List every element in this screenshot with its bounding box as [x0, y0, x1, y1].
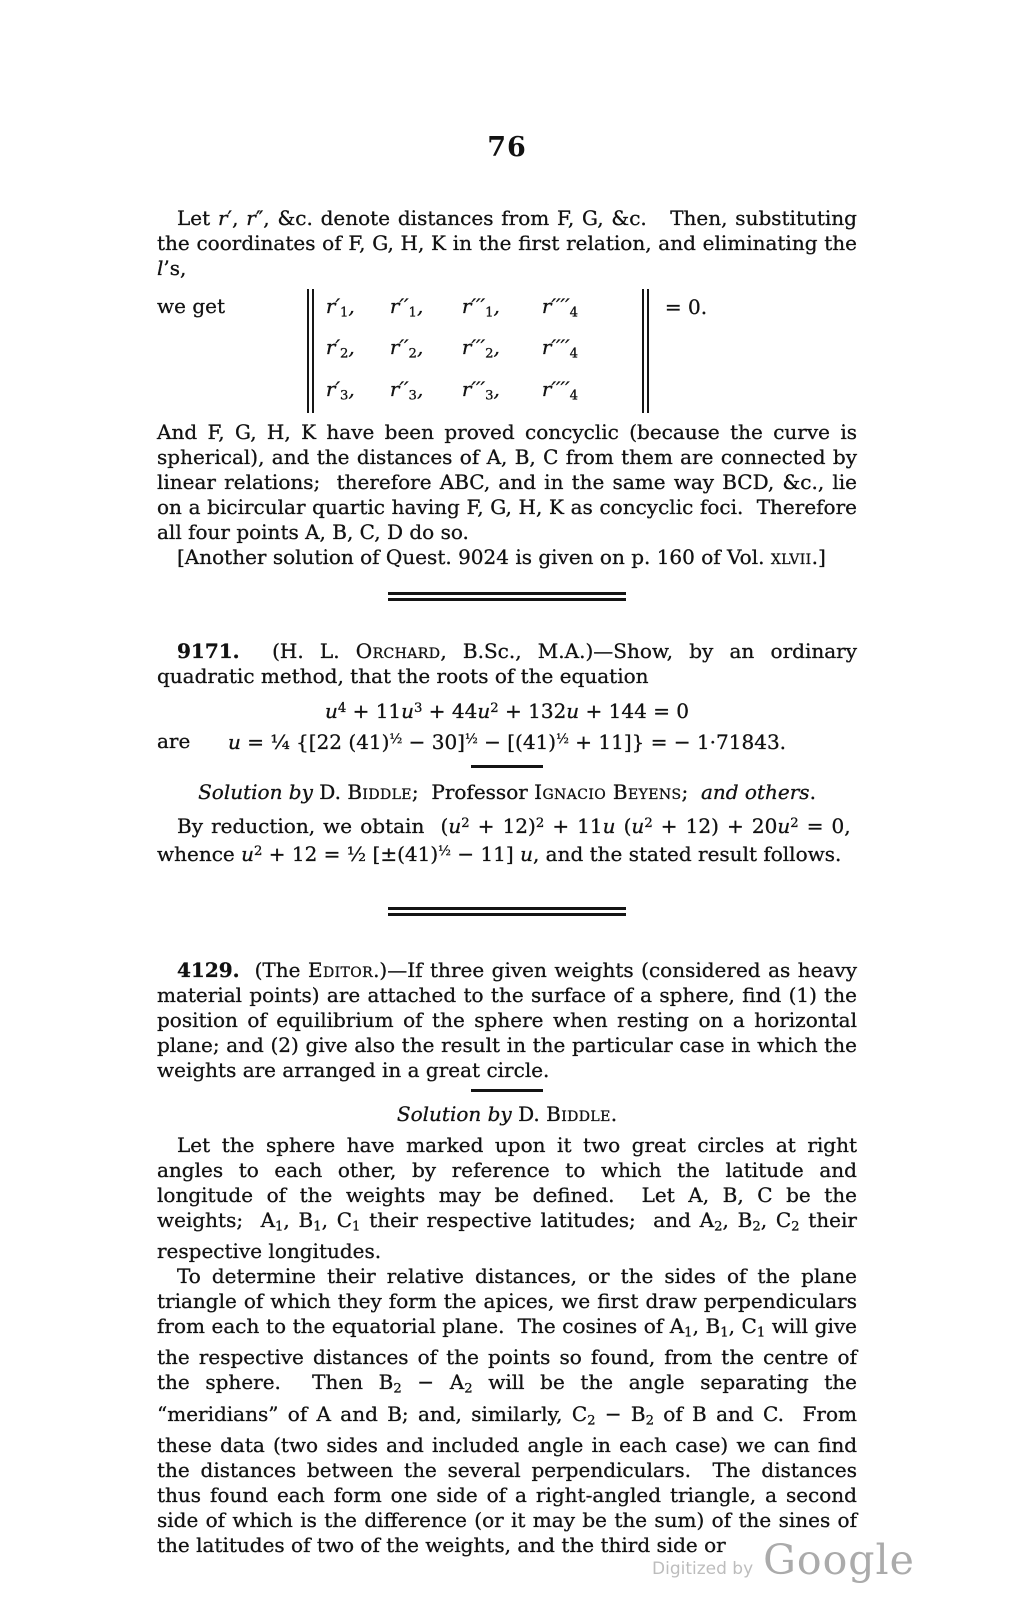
determinant-cell: $r'''_3$, [461, 376, 500, 403]
equals-zero: = 0. [664, 295, 708, 319]
determinant-cell: $r''_3$, [389, 376, 424, 403]
quest-9171 [157, 639, 857, 867]
question-statement: 9171. (H. L. Orchard, B.Sc., M.A.)—Show, by an ordinary quadratic method, that the roots of the equation [157, 638, 858, 688]
solution-byline: Solution by D. Biddle. [396, 1101, 618, 1126]
determinant-cell: $r''''_4$ [541, 335, 579, 362]
quest-9024-solution-end [157, 206, 857, 570]
determinant [307, 289, 649, 413]
question-statement: 4129. (The Editor.)—If three given weights (considered as heavy material points) are attached to the surface of a sphere, find (1) the position of equilibrium of the sphere when resting on a horizontal plane; and (2) give also the result in the particular case in which the weights are arranged in a great circle. [157, 957, 857, 1082]
solution-paragraph-1: Let the sphere have marked upon it two great circles at right angles to each other, by reference to which the latitude and longitude of the weights may be defined. Let A, B, C be the weights; $A_1$, $B_1$, $C_1$ their respective latitudes; and $A_2$, $B_2$, $C_2$ their respective longitudes. [157, 1132, 857, 1263]
intro-paragraph: Let r′, r″, &c. denote distances from F, G, &c. Then, substituting the coordinates of F, G, H, K in the first relation, and eliminating the l’s, [157, 206, 857, 280]
determinant-left-bars [307, 289, 314, 413]
page-content [157, 0, 857, 1558]
solution-byline: Solution by D. Biddle; Professor Ignacio Beyens; and others. [198, 779, 816, 804]
solution-separator-rule [471, 765, 543, 768]
page-number: 76 [487, 132, 527, 163]
google-watermark [652, 1536, 915, 1584]
determinant-cell: $r'''_2$, [461, 335, 500, 362]
solution-paragraph-2: To determine their relative distances, or the sides of the plane triangle of which they form the apices, we first draw perpendiculars from each to the equatorial plane. The cosines of $A_1$, $B_1$, $C_1$ will give the respective distances of the points so found, from the centre of the sphere. Then $B_2 - A_2$ will be the angle separating the “meridians” of A and B; and, similarly, $C_2 - B_2$ of B and C. From these data (two sides and included angle in each case) we can find the distances between the several perpendiculars. The distances thus found each form one side of a right-angled triangle, a second side of which is the difference (or it may be the sum) of the sines of the latitudes of two of the weights, and the third side or [157, 1263, 858, 1557]
determinant-entries [326, 289, 630, 413]
determinant-cell: $r'_3$, [325, 376, 355, 403]
determinant-block [157, 289, 857, 413]
conclusion-paragraph: And F, G, H, K have been proved concyclic (because the curve is spherical), and the distances of A, B, C from them are connected by linear relations; therefore ABC, and in the same way BCD, &c., lie on a bicircular quartic having F, G, H, K as concyclic foci. Therefore all four points A, B, C, D do so. [157, 419, 857, 544]
we-get-label: we get [157, 294, 225, 318]
cross-reference-note: [Another solution of Quest. 9024 is given on p. 160 of Vol. xlvii.] [177, 544, 826, 569]
equation-quartic: $u^4 + 11u^3 + 44u^2 + 132u + 144 = 0$ [324, 698, 690, 723]
roots-line [157, 727, 857, 755]
determinant-right-bars [642, 289, 649, 413]
determinant-cell: $r'_1$, [325, 294, 355, 321]
section-separator-rule [388, 907, 626, 916]
determinant-cell: $r'_2$, [325, 335, 355, 362]
determinant-cell: $r''''_4$ [541, 376, 579, 403]
determinant-cell: $r'''_1$, [461, 294, 500, 321]
section-separator-rule [388, 592, 626, 601]
determinant-cell: $r''_1$, [389, 294, 424, 321]
solution-paragraph: By reduction, we obtain $(u^2 + 12)^2 + 11u$ $(u^2 + 12) + 20u^2 = 0$, whence $u^2 + 12$ = ½ $[\pm(41)^{\frac{1}{2}} - 11]$ u, and the stated result follows. [157, 813, 857, 866]
digitized-by-label: Digitized by [652, 1559, 754, 1579]
google-logo: Google [763, 1536, 915, 1584]
quest-4129 [157, 958, 857, 1558]
determinant-cell: $r''''_4$ [541, 294, 579, 321]
solution-separator-rule [471, 1089, 543, 1092]
equation-roots: u = ¼ {[22 $(41)^{\frac{1}{2}} - 30]^{\frac{1}{2}} - [(41)^{\frac{1}{2}} + 11]$} = − 1·71843. [227, 729, 787, 754]
are-label: are [157, 728, 191, 753]
determinant-cell: $r''_2$, [389, 335, 424, 362]
